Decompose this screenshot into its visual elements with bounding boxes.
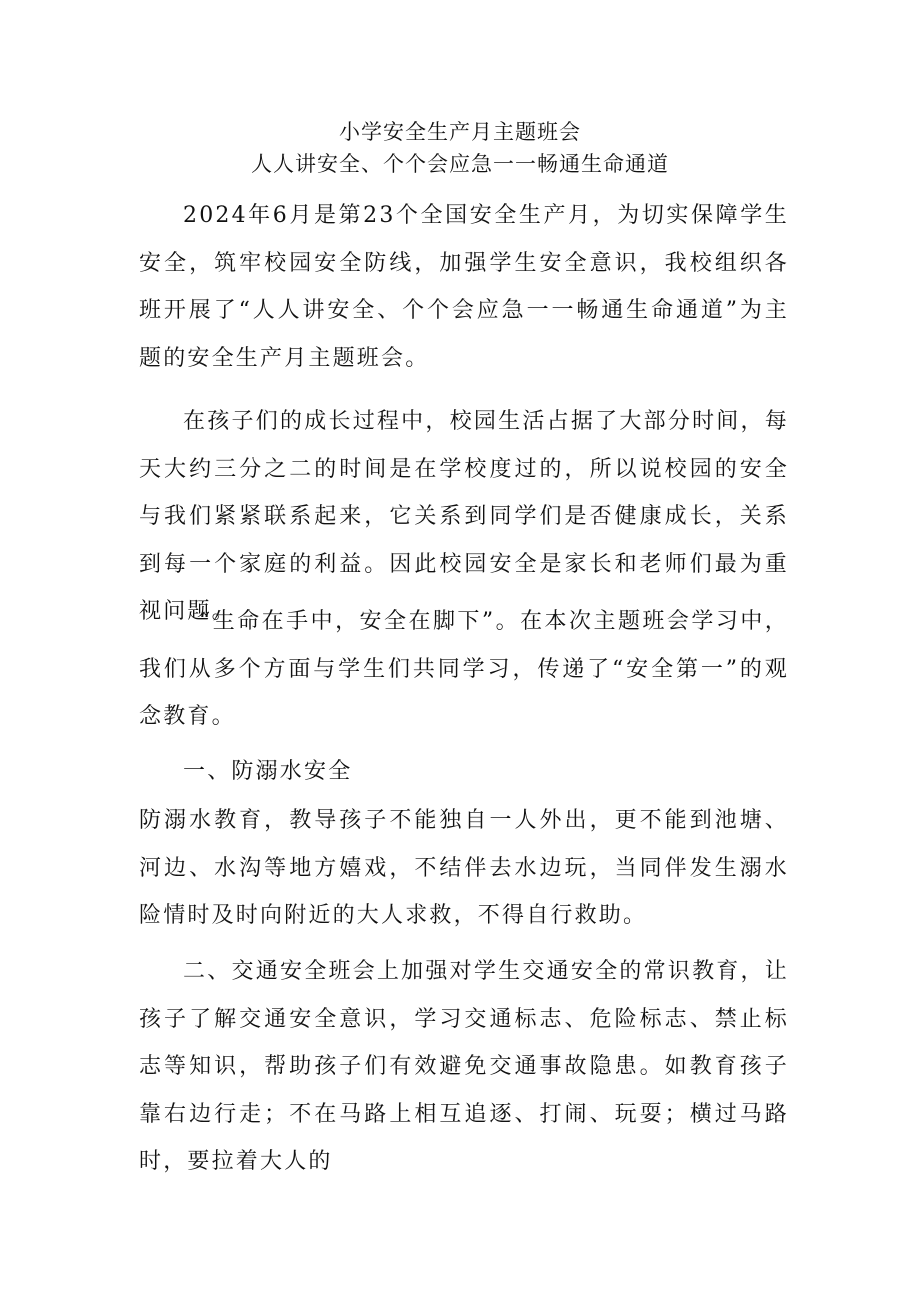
section-heading-drowning: 一、防溺水安全 xyxy=(183,759,353,784)
document-title: 小学安全生产月主题班会 xyxy=(339,120,581,144)
intro-paragraph: 2024年6月是第23个全国安全生产月，为切实保障学生安全，筑牢校园安全防线，加强学生安全意识，我校组织各班开展了“人人讲安全、个个会应急一一畅通生命通道”为主题的安全生产月主题班会。 xyxy=(139,203,789,371)
document-subtitle: 人人讲安全、个个会应急一一畅通生命通道 xyxy=(251,152,669,176)
section-traffic-paragraph: 二、交通安全班会上加强对学生交通安全的常识教育，让孩子了解交通安全意识，学习交通标志、危险标志、禁止标志等知识，帮助孩子们有效避免交通事故隐患。如教育孩子靠右边行走；不在马路上相互追逐、打闹、玩耍；横过马路时，要拉着大人的 xyxy=(139,959,789,1175)
motto-paragraph: “生命在手中，安全在脚下”。在本次主题班会学习中，我们从多个方面与学生们共同学习，传递了“安全第一”的观念教育。 xyxy=(139,609,789,730)
context-paragraph: 在孩子们的成长过程中，校园生活占据了大部分时间，每天大约三分之二的时间是在学校度过的，所以说校园的安全与我们紧紧联系起来，它关系到同学们是否健康成长，关系到每一个家庭的利益。因此校园安全是家长和老师们最为重视问题。 xyxy=(139,409,789,625)
section-body-drowning: 防溺水教育，教导孩子不能独自一人外出，更不能到池塘、河边、水沟等地方嬉戏，不结伴去水边玩，当同伴发生溺水险情时及时向附近的大人求救，不得自行救助。 xyxy=(139,808,789,929)
